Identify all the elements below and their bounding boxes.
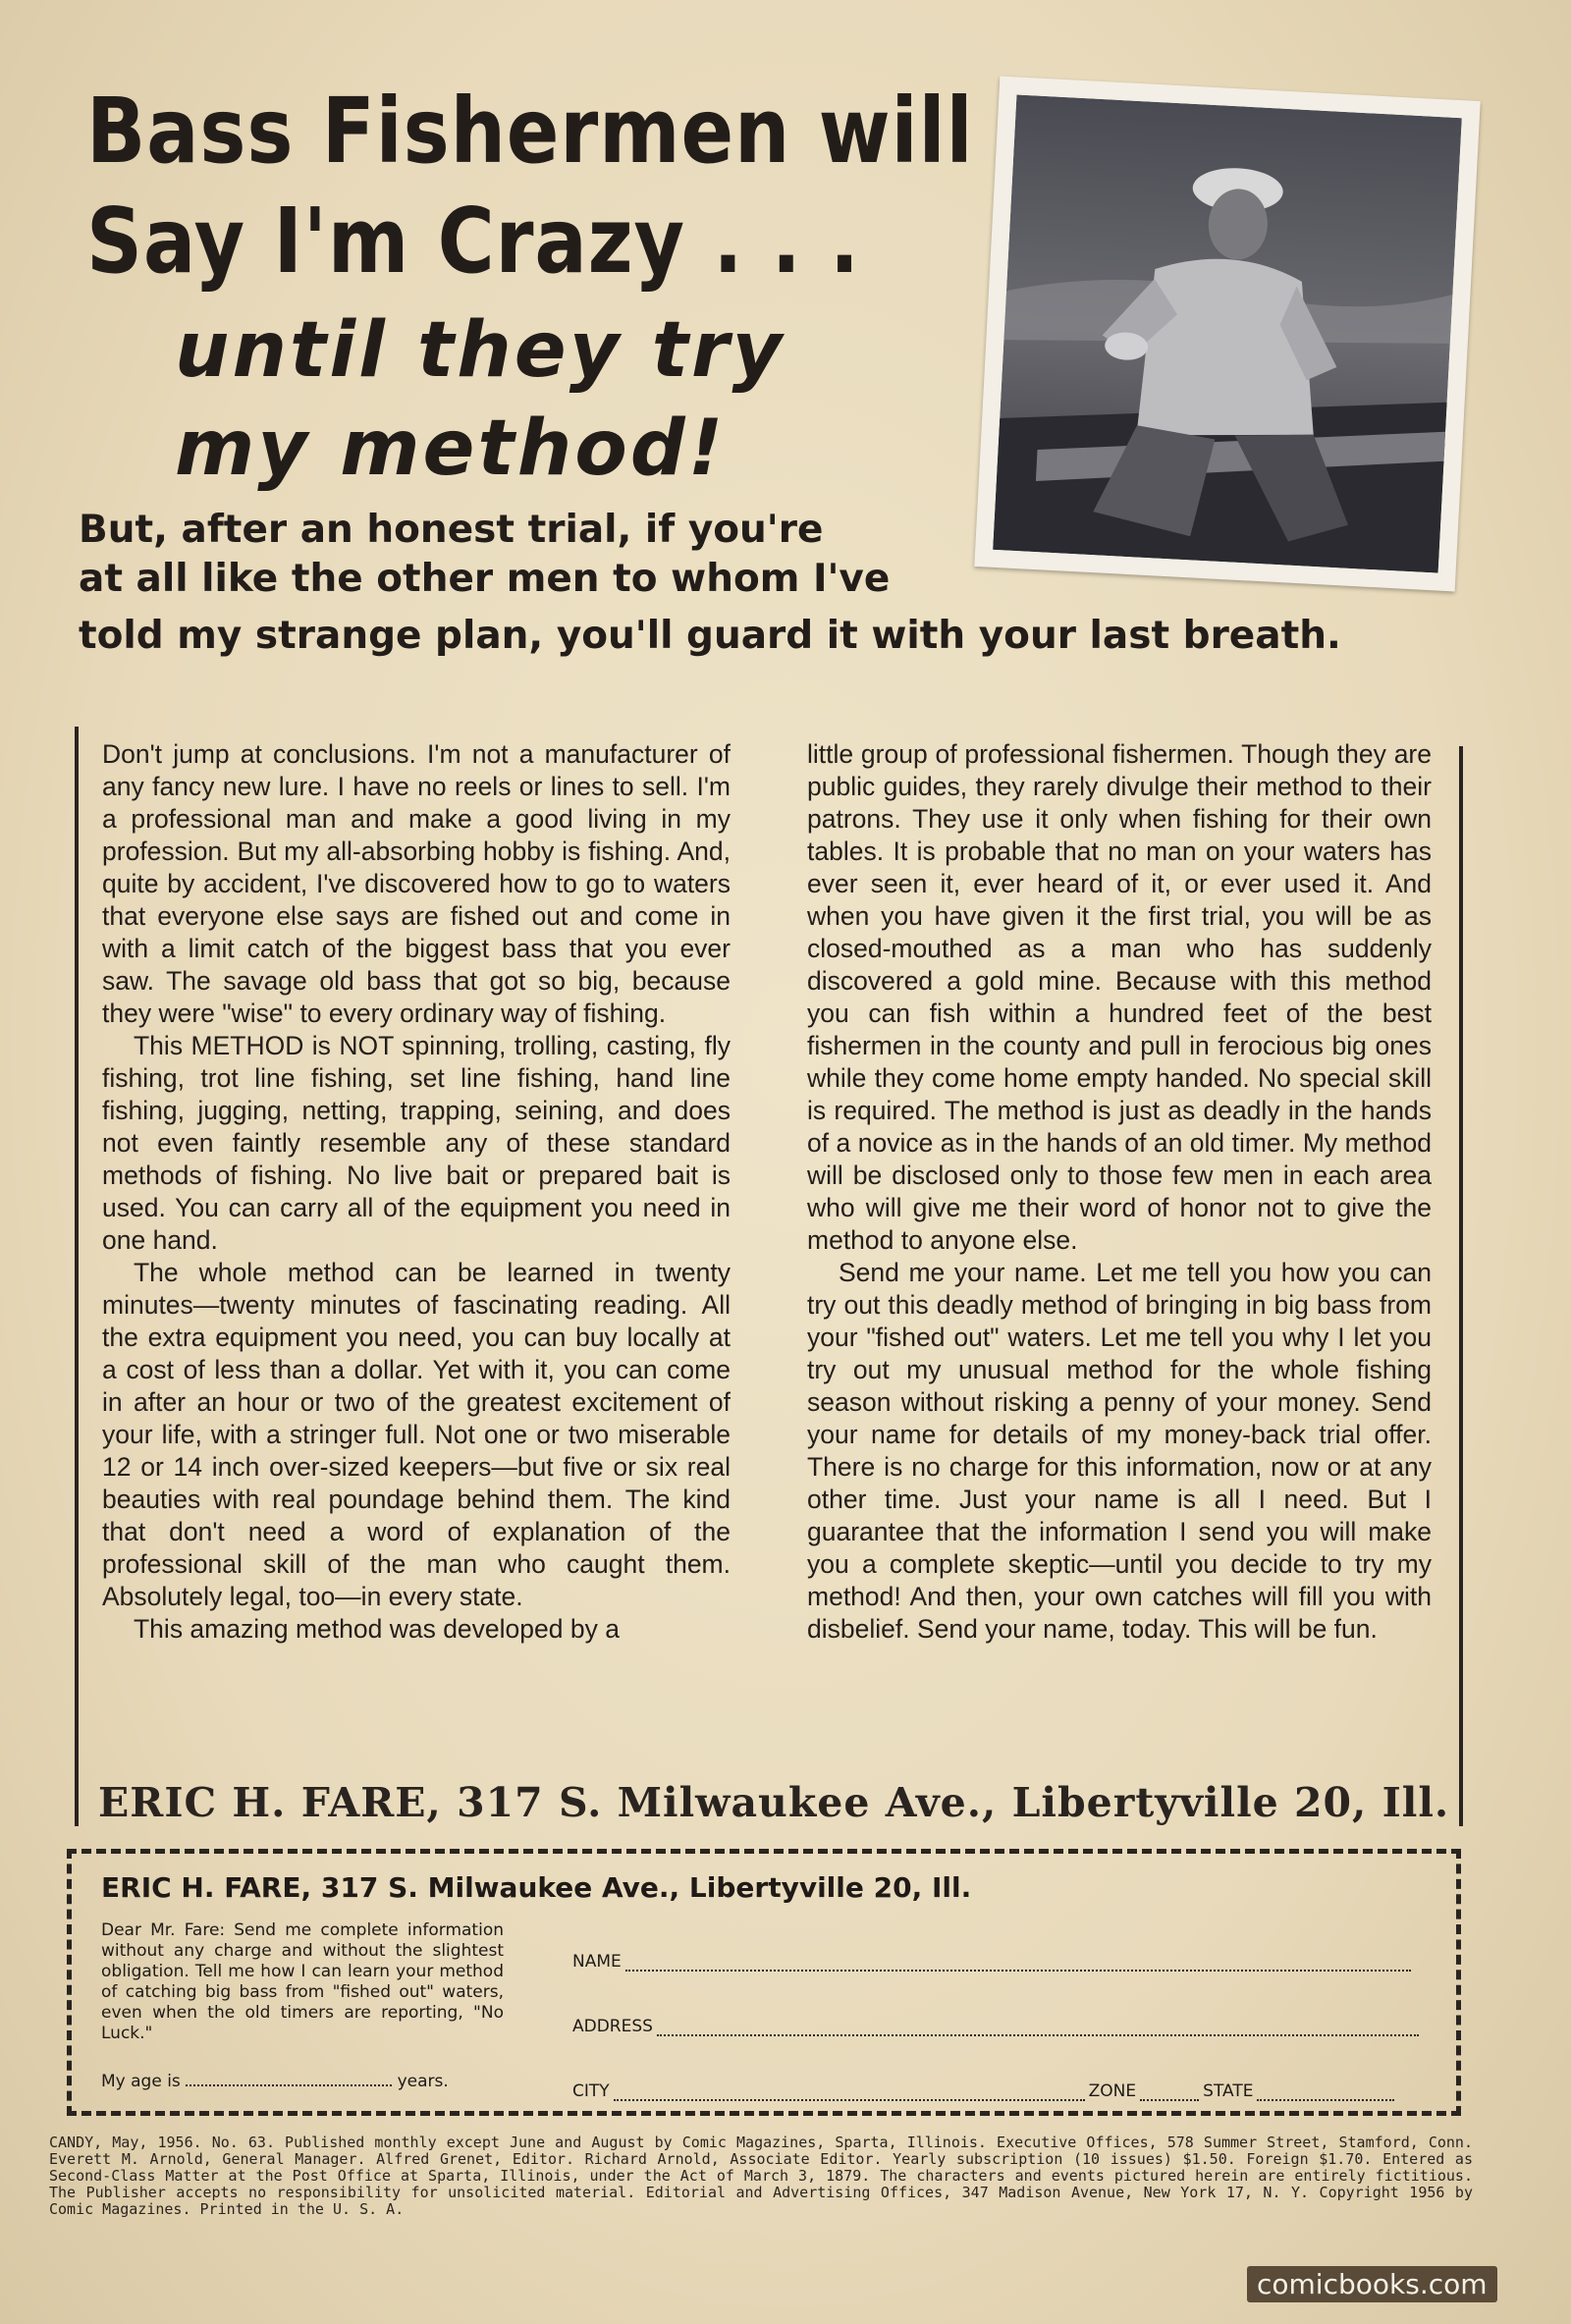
age-label: My age is (101, 2072, 181, 2091)
body-paragraph: Don't jump at conclusions. I'm not a manufacturer of any fancy new lure. I have no reels or lines to sell. I'm a professional man and make a good living in my profession. But my all-absorbing hobby is fishing. And, quite by accident, I've discovered how to go to waters that everyone else says are fished out and come in with a limit catch of the biggest bass that you ever saw. The savage old bass that got so big, because they were "wise" to every ordinary way of fishing. (102, 739, 731, 1028)
headline-line-4: my method! (175, 405, 727, 493)
address-blank[interactable] (657, 2021, 1419, 2036)
headline-line-1: Bass Fishermen will (86, 79, 974, 184)
left-rule (75, 727, 79, 1826)
body-paragraph: The whole method can be learned in twenty minutes—twenty minutes of fascinating reading. All the extra equipment you need, you can buy locally at a cost of less than a dollar. Yet with it, you can come in after an hour or two of the greatest excitement of your life, with a stringer full. Not one or two miserable 12 or 14 inch over-sized keepers—but five or six real beauties with real poundage behind them. The kind that don't need a word of explanation of the professional skill of the man who caught them. Absolutely legal, too—in every state. (102, 1258, 731, 1611)
body-paragraph: Send me your name. Let me tell you how you can try out this deadly method of bringing in big bass from your "fished out" waters. Let me tell you why I let you try out my unusual method for the whole fishing season without risking a penny of your money. Send your name for details of my money-back trial offer. There is no charge for this information, now or at any other time. Just your name is all I need. But I guarantee that the information I send you will make you a complete skeptic—until you decide to try my method! And then, your own catches will fill you with disbelief. Send your name, today. This will be fun. (807, 1258, 1432, 1644)
fisherman-photo (974, 77, 1480, 592)
body-column-2 (807, 738, 1432, 1646)
coupon-text: Dear Mr. Fare: Send me complete information without any charge and without the slightest obligation. Tell me how I can learn your method of catching big bass from "fished out" waters, even when the old timers are reporting, "No Luck." (101, 1920, 504, 2043)
address-field[interactable] (572, 2017, 1419, 2036)
subhead-line-1: But, after an honest trial, if you're (79, 508, 824, 552)
city-field[interactable] (572, 2081, 1394, 2101)
advertiser-address: ERIC H. FARE, 317 S. Milwaukee Ave., Libertyville 20, Ill. (98, 1779, 1450, 1826)
address-label: ADDRESS (572, 2017, 653, 2036)
body-paragraph: This amazing method was developed by a (134, 1614, 620, 1644)
publication-fine-print: CANDY, May, 1956. No. 63. Published monthly except June and August by Comic Magazines, Sparta, Illinois. Executive Offices, 578 Summer Street, Stamford, Conn. Everett M. Arnold, General Manager. Alfred Grenet, Editor. Richard Arnold, Associate Editor. Yearly subscription (10 issues) $1.50. Foreign $1.70. Entered as Second-Class Matter at the Post Office at Sparta, Illinois, under the Act of March 3, 1879. The characters and events pictured herein are entirely fictitious. The Publisher accepts no responsibility for unsolicited material. Editorial and Advertising Offices, 347 Madison Avenue, New York 17, N. Y. Copyright 1956 by Comic Magazines. Printed in the U. S. A. (49, 2134, 1473, 2218)
watermark: comicbooks.com (1247, 2266, 1497, 2302)
age-blank[interactable] (186, 2084, 392, 2086)
fisherman-photo-image (993, 94, 1462, 572)
name-label: NAME (572, 1952, 622, 1972)
right-rule (1459, 746, 1463, 1826)
state-label: STATE (1203, 2081, 1254, 2101)
body-paragraph: little group of professional fishermen. Though they are public guides, they rarely divulge their method to their patrons. They use it only when fishing for their own tables. It is probable that no man on your waters has ever seen it, ever heard of it, or ever used it. And when you have given it the first trial, you will be as closed-mouthed as a man who has suddenly discovered a gold mine. Because with this method you can fish within a hundred feet of the best fishermen in the county and pull in ferocious big ones while they come home empty handed. No special skill is required. The method is just as deadly in the hands of a novice as in the hands of an old timer. My method will be disclosed only to those few men in each area who will give me their word of honor not to give the method to anyone else. (807, 739, 1432, 1255)
age-suffix: years. (397, 2072, 449, 2091)
subhead-line-2: at all like the other men to whom I've (79, 557, 891, 601)
order-coupon[interactable] (67, 1849, 1461, 2116)
name-blank[interactable] (625, 1956, 1411, 1972)
body-paragraph: This METHOD is NOT spinning, trolling, casting, fly fishing, trot line fishing, set line fishing, hand line fishing, jugging, netting, trapping, seining, and does not even faintly resemble any of these standard methods of fishing. No live bait or prepared bait is used. You can carry all of the equipment you need in one hand. (102, 1031, 731, 1255)
city-blank[interactable] (614, 2085, 1085, 2101)
zone-label: ZONE (1088, 2081, 1137, 2101)
subhead-line-3: told my strange plan, you'll guard it with your last breath. (79, 614, 1341, 658)
coupon-title: ERIC H. FARE, 317 S. Milwaukee Ave., Libertyville 20, Ill. (101, 1871, 972, 1904)
name-field[interactable] (572, 1952, 1411, 1972)
headline-line-2: Say I'm Crazy . . . (86, 189, 860, 294)
body-column-1 (102, 738, 731, 1646)
zone-blank[interactable] (1140, 2085, 1199, 2101)
state-blank[interactable] (1257, 2085, 1394, 2101)
age-field[interactable] (101, 2072, 449, 2091)
headline-line-3: until they try (175, 306, 786, 395)
city-label: CITY (572, 2081, 610, 2101)
